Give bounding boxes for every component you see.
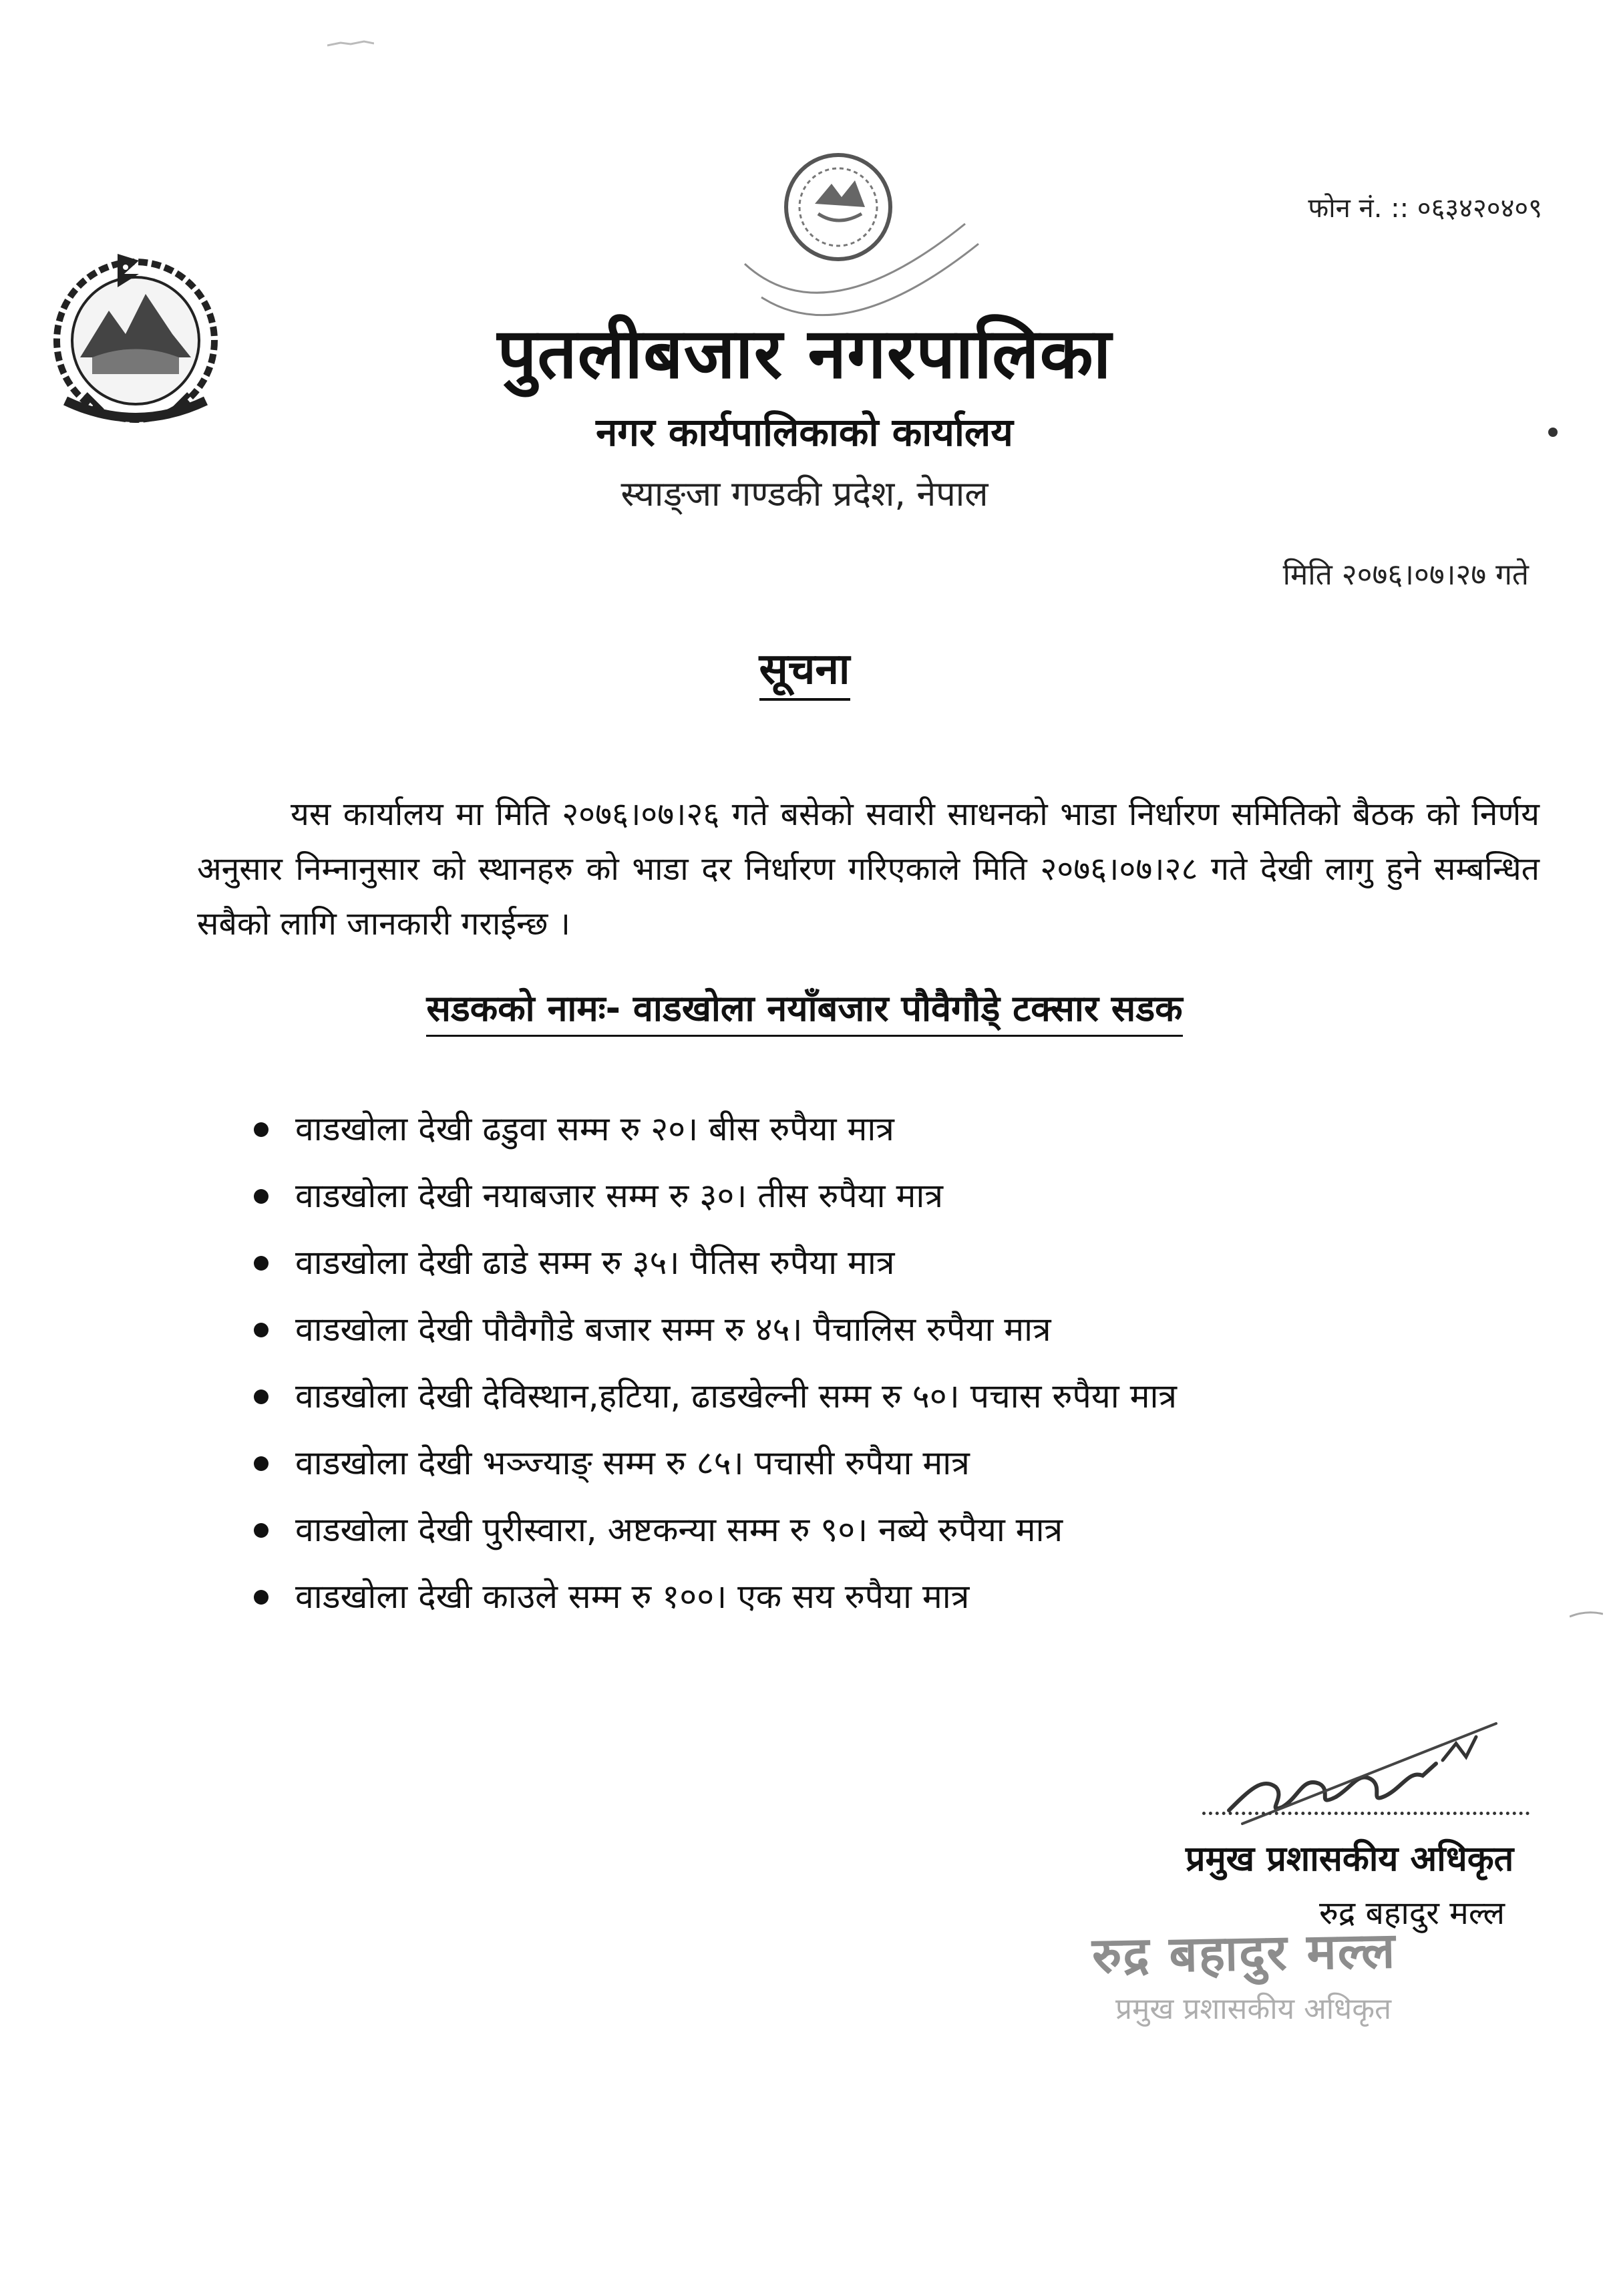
- fare-text: वाडखोला देखी भञ्ज्याङ् सम्म रु ८५। पचासी रुपैया मात्र: [295, 1444, 970, 1482]
- bullet-icon: [254, 1590, 269, 1605]
- bullet-icon: [254, 1389, 269, 1404]
- fare-text: वाडखोला देखी पुरीस्वारा, अष्टकन्या सम्म रु ९०। नब्ये रुपैया मात्र: [295, 1510, 1063, 1549]
- road-name-text: सडकको नामः- वाडखोला नयाँबजार पौवैगौडे् टक्सार सडक: [426, 987, 1182, 1037]
- bullet-icon: [254, 1456, 269, 1471]
- scan-speck: [327, 40, 374, 47]
- fare-item: [254, 1430, 1177, 1496]
- signatory-name: रुद्र बहादुर मल्ल: [1319, 1895, 1505, 1932]
- fare-item: [254, 1296, 1177, 1363]
- bullet-icon: [254, 1189, 269, 1204]
- signatory-title: प्रमुख प्रशासकीय अधिकृत: [1186, 1839, 1514, 1879]
- fare-item: [254, 1363, 1177, 1430]
- fare-item: [254, 1563, 1177, 1630]
- fare-item: [254, 1096, 1177, 1162]
- notice-title-text: सूचना: [759, 645, 850, 701]
- fare-text: वाडखोला देखी ढाडे सम्म रु ३५। पैतिस रुपैया मात्र: [295, 1243, 895, 1282]
- fare-item: [254, 1496, 1177, 1563]
- scan-dot: [1548, 428, 1558, 437]
- fare-item: [254, 1162, 1177, 1229]
- fare-item: [254, 1229, 1177, 1296]
- name-stamp-subtitle: प्रमुख प्रशासकीय अधिकृत: [1115, 1992, 1392, 2026]
- bullet-icon: [254, 1323, 269, 1337]
- signature-line: [1202, 1812, 1530, 1815]
- office-name: नगर कार्यपालिकाको कार्यालय: [596, 409, 1013, 455]
- bullet-icon: [254, 1122, 269, 1137]
- notice-title: [0, 638, 1609, 696]
- bullet-icon: [254, 1523, 269, 1538]
- bullet-icon: [254, 1256, 269, 1271]
- organization-name: पुतलीबजार नगरपालिका: [497, 313, 1112, 394]
- name-stamp: रुद्र बहादुर मल्ल: [1091, 1922, 1397, 1985]
- fare-text: वाडखोला देखी देविस्थान,हटिया, ढाडखेल्नी सम्म रु ५०। पचास रुपैया मात्र: [295, 1377, 1178, 1416]
- fare-list: [254, 1096, 1177, 1630]
- fare-text: वाडखोला देखी काउले सम्म रु १००। एक सय रुपैया मात्र: [295, 1577, 970, 1616]
- office-address: स्याङ्जा गण्डकी प्रदेश, नेपाल: [620, 474, 989, 514]
- notice-body: यस कार्यालय मा मिति २०७६।०७।२६ गते बसेको सवारी साधनको भाडा निर्धारण समितिको बैठक को निर्णय अनुसार निम्नानुसार को स्थानहरु को भाडा दर निर्धारण गरिएकाले मिति २०७६।०७।२८ गते देखी लागु हुने सम्बन्धित सबैको लागि जानकारी गराईन्छ ।: [197, 796, 1540, 943]
- road-name-heading: [0, 982, 1609, 1031]
- notice-date: मिति २०७६।०७।२७ गते: [1282, 558, 1529, 592]
- scan-speck: [1570, 1610, 1603, 1618]
- fare-text: वाडखोला देखी ढडुवा सम्म रु २०। बीस रुपैया मात्र: [295, 1110, 894, 1148]
- fare-text: वाडखोला देखी नयाबजार सम्म रु ३०। तीस रुपैया मात्र: [295, 1176, 943, 1215]
- phone-number: फोन नं. :: ०६३४२०४०९: [1308, 193, 1542, 224]
- fare-text: वाडखोला देखी पौवैगौडे बजार सम्म रु ४५। पैचालिस रुपैया मात्र: [295, 1310, 1051, 1349]
